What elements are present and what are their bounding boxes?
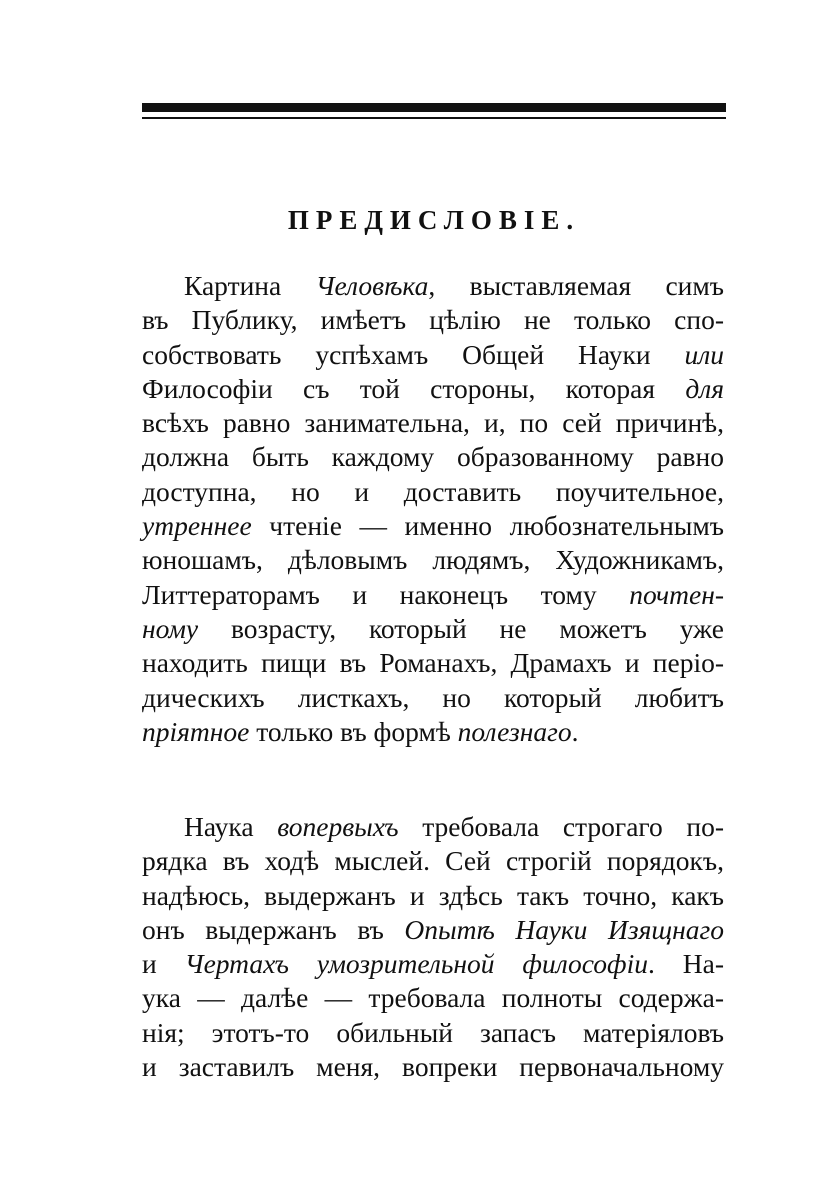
text-line [142, 578, 724, 612]
text-segment: требовала строгаго по- [398, 811, 724, 842]
text-segment: всѣхъ равно занимательна, и, по сей причинѣ, [142, 407, 724, 439]
paragraph-1 [142, 269, 724, 749]
italic-text: для [685, 372, 724, 404]
page-title: ПРЕДИСЛОВІЕ. [287, 205, 581, 235]
italic-text: пріятное [142, 715, 250, 747]
text-segment: возрасту, который не можетъ уже [198, 612, 724, 644]
text-line [142, 543, 724, 577]
text-segment: Наука [184, 811, 278, 842]
text-line [142, 372, 724, 406]
text-segment: и заставилъ меня, вопреки первоначальному [142, 1051, 724, 1083]
italic-text: ному [142, 612, 199, 644]
text-segment: доступна, но и доставить поучительное, [142, 475, 724, 507]
text-line [142, 715, 724, 749]
text-line [142, 475, 724, 509]
text-segment: и [142, 948, 185, 980]
italic-text: Опытѣ Науки Изящнаго [404, 913, 724, 945]
text-line [142, 844, 724, 878]
text-segment: юношамъ, дѣловымъ людямъ, Художникамъ, [142, 544, 724, 576]
text-line [142, 810, 724, 844]
header-rule-thin [142, 117, 726, 119]
italic-text: или [684, 338, 724, 370]
text-segment: , выставляемая симъ [428, 270, 724, 301]
text-segment: собствовать успѣхамъ Общей Науки [142, 338, 685, 370]
text-line [142, 981, 724, 1015]
italic-text: вопервыхъ [277, 811, 399, 842]
text-line [142, 509, 724, 543]
text-segment: онъ выдержанъ въ [142, 913, 405, 945]
text-line [142, 681, 724, 715]
text-segment: должна быть каждому образованному равно [142, 441, 724, 473]
text-line [142, 947, 724, 981]
text-line [142, 879, 724, 913]
text-line [142, 612, 724, 646]
text-line [142, 440, 724, 474]
text-segment: нія; этотъ-то обильный запасъ матеріяловъ [142, 1016, 724, 1048]
text-segment: чтеніе — именно любознательнымъ [251, 510, 724, 542]
text-segment: только въ формѣ [249, 715, 458, 747]
text-segment: Литтераторамъ и наконецъ тому [142, 578, 630, 610]
italic-text: полезнаго [457, 715, 572, 747]
italic-text: Человѣка [315, 270, 429, 301]
text-segment: . На- [647, 948, 724, 980]
italic-text: Чертахъ умозрительной философіи [184, 948, 648, 980]
text-line [142, 1050, 724, 1084]
paragraph-2 [142, 810, 724, 1084]
text-segment: . [571, 715, 579, 747]
italic-text: почтен- [629, 578, 724, 610]
text-line [142, 913, 724, 947]
text-segment: Философіи съ той стороны, которая [142, 372, 686, 404]
text-line [142, 338, 724, 372]
text-line [142, 1016, 724, 1050]
text-segment: Картина [184, 270, 316, 301]
header-rule-thick [142, 103, 726, 112]
text-line [142, 646, 724, 680]
text-line [142, 406, 724, 440]
text-segment: надѣюсь, выдержанъ и здѣсь такъ точно, какъ [142, 879, 724, 911]
text-segment: рядка въ ходѣ мыслей. Сей строгій порядокъ, [142, 845, 724, 877]
text-segment: находить пищи въ Романахъ, Драмахъ и періо- [142, 647, 724, 679]
text-segment: ука — далѣе — требовала полноты содержа- [142, 982, 724, 1014]
italic-text: утреннее [142, 510, 252, 542]
text-line [142, 303, 724, 337]
text-segment: въ Публику, имѣетъ цѣлію не только спо- [142, 304, 724, 336]
text-segment: дическихъ листкахъ, но который любитъ [142, 681, 724, 713]
text-line [142, 269, 724, 303]
